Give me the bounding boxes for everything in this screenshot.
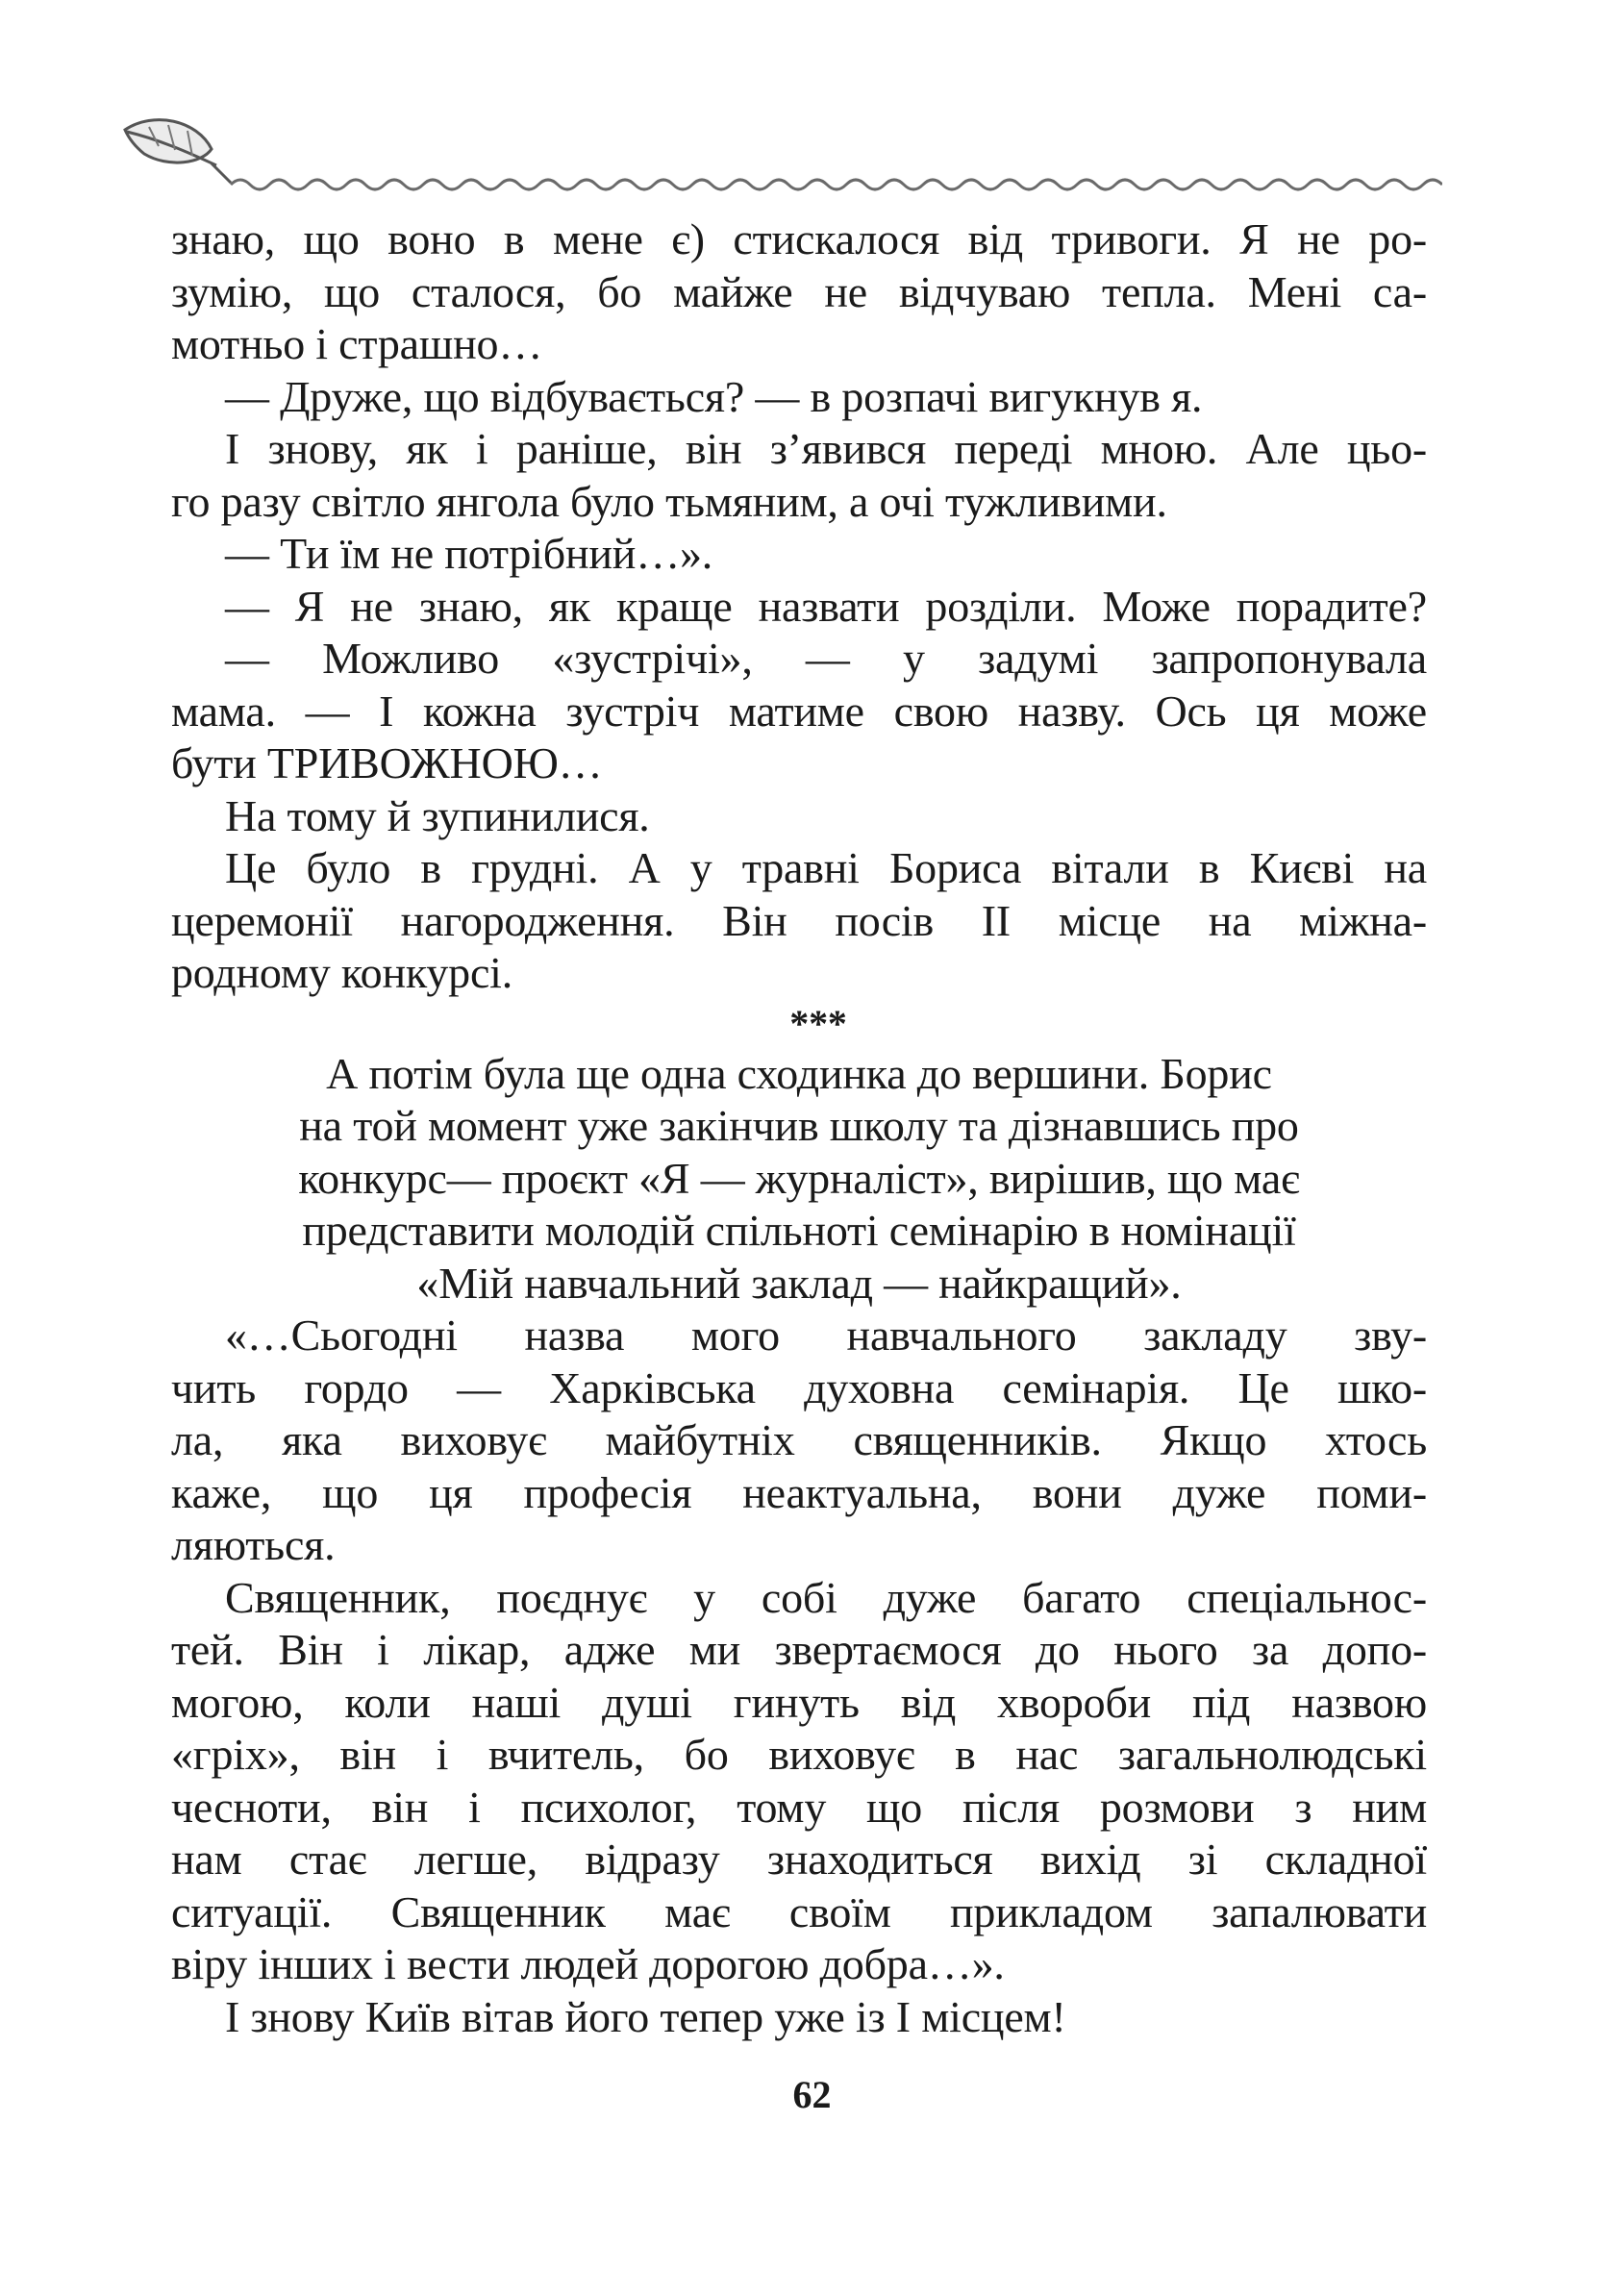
text-line: І знову, як і раніше, він з’явився переді мною. Але цьо- (225, 424, 1427, 473)
text-line: чить гордо — Харківська духовна семінарія. Це шко- (171, 1362, 1427, 1412)
text-line: каже, що ця професія неактуальна, вони дуже поми- (171, 1467, 1427, 1517)
wavy-line (231, 180, 1442, 189)
text-line: Священник, поєднує у собі дуже багато спеціальнос- (225, 1572, 1427, 1622)
text-line: ла, яка виховує майбутніх священників. Якщо хтось (171, 1415, 1427, 1464)
text-line: чесноти, він і психолог, тому що після розмови з ним (171, 1782, 1427, 1832)
text-line: — Ти їм не потрібний…». (225, 529, 713, 578)
text-line: «гріх», він і вчитель, бо виховує в нас загальнолюдські (171, 1730, 1427, 1779)
text-line: віру інших і вести людей дорогою добра…». (171, 1939, 1005, 1988)
text-line: бути ТРИВОЖНОЮ… (171, 738, 603, 787)
section-separator: *** (789, 1001, 847, 1045)
text-line: Це було в грудні. А у травні Бориса вітали в Києві на (225, 843, 1427, 892)
text-line: — Я не знаю, як краще назвати розділи. Може порадите? (225, 581, 1427, 631)
text-line: мотньо і страшно… (171, 319, 543, 368)
page-number: 62 (792, 2073, 832, 2116)
text-line: — Можливо «зустрічі», — у задумі запропонувала (225, 634, 1427, 683)
centered-line: на той момент уже закінчив школу та дізнавшись про (299, 1101, 1299, 1150)
text-line: церемонії нагородження. Він посів ІІ місце на міжна- (171, 895, 1427, 945)
text-part-2 (171, 1310, 1427, 2043)
text-line: тей. Він і лікар, адже ми звертаємося до нього за допо- (171, 1625, 1427, 1674)
text-line: нам стає легше, відразу знаходиться вихід зі складної (171, 1835, 1427, 1884)
text-line: — Друже, що відбувається? — в розпачі вигукнув я. (225, 371, 1203, 421)
text-line: «…Сьогодні назва мого навчального закладу зву- (225, 1311, 1427, 1360)
text-line: могою, коли наші душі гинуть від хвороби під назвою (171, 1677, 1427, 1727)
text-part-centered (171, 1048, 1427, 1311)
text-line: На тому й зупинилися. (225, 790, 650, 840)
text-line: І знову Київ вітав його тепер уже із І місцем! (225, 1991, 1066, 2041)
header-ornament (115, 106, 1442, 202)
text-line: мама. — І кожна зустріч матиме свою назву. Ось ця може (171, 686, 1427, 736)
centered-line: представити молодій спільноті семінарію в номінації (302, 1206, 1296, 1255)
centered-line: А потім була ще одна сходинка до вершини. Борис (326, 1048, 1272, 1098)
centered-line: «Мій навчальний заклад — найкращий». (416, 1258, 1182, 1308)
feather-icon (125, 120, 231, 183)
text-line: ситуації. Священник має своїм прикладом запалювати (171, 1886, 1427, 1936)
centered-line: конкурс— проєкт «Я — журналіст», вирішив, що має (298, 1153, 1300, 1203)
page-text (171, 213, 1427, 2043)
text-line: го разу світло янгола було тьмяним, а очі тужливими. (171, 476, 1167, 526)
text-line: знаю, що воно в мене є) стискалося від тривоги. Я не ро- (171, 214, 1427, 263)
text-line: родному конкурсі. (171, 948, 513, 997)
text-part-1 (171, 213, 1427, 1000)
text-line: ляються. (171, 1520, 336, 1569)
text-line: зумію, що сталося, бо майже не відчуваю тепла. Мені са- (171, 266, 1427, 316)
